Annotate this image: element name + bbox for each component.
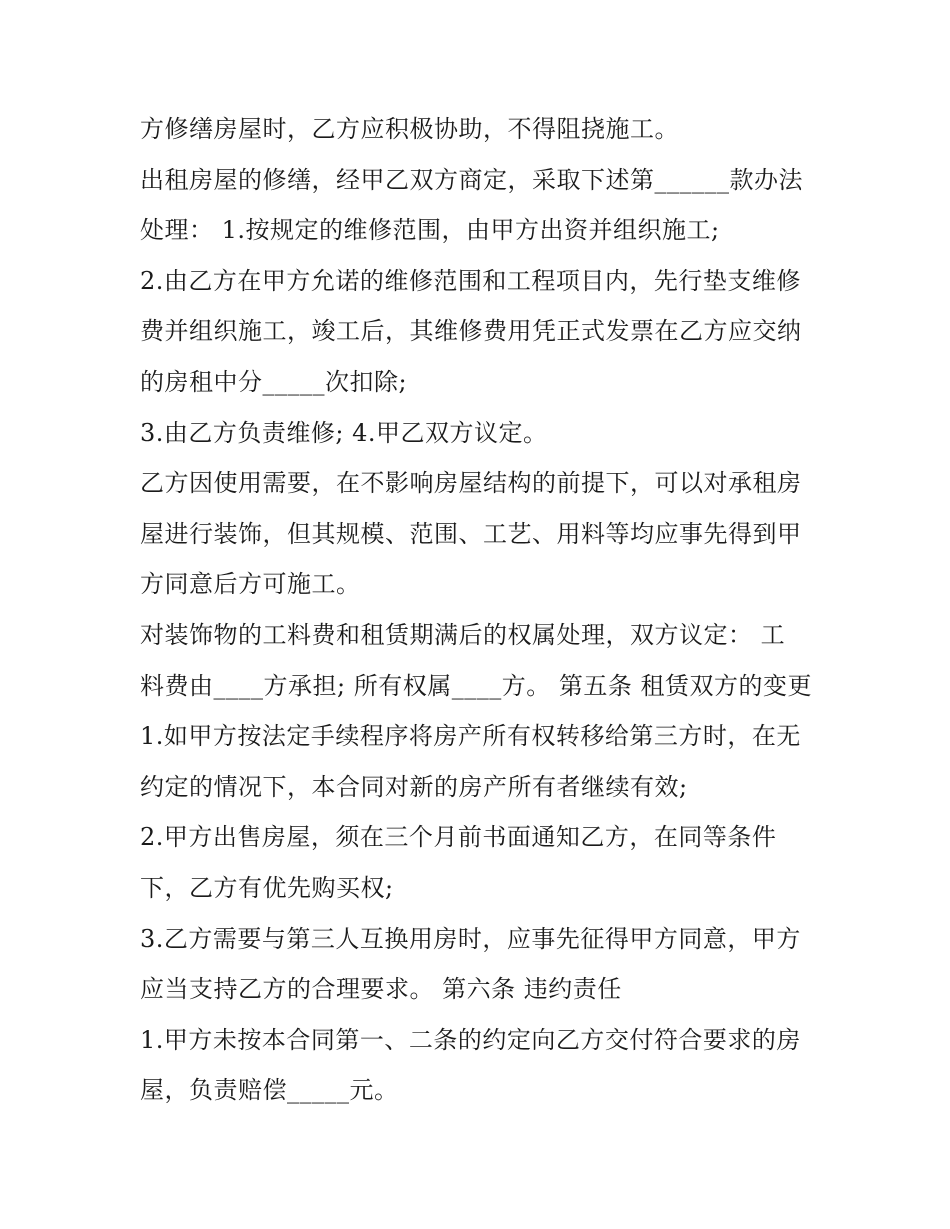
document-body [140,104,820,1116]
text-line: 1.如甲方按法定手续程序将房产所有权转移给第三方时，在无 [140,722,801,751]
text-line: 应当支持乙方的合理要求。 第六条 违约责任 [140,975,622,1004]
text-line: 费并组织施工，竣工后，其维修费用凭正式发票在乙方应交纳 [140,317,802,346]
text-line: 方修缮房屋时，乙方应积极协助，不得阻挠施工。 [140,115,679,143]
text-line: 约定的情况下，本合同对新的房产所有者继续有效; [140,772,688,801]
text-line: 方同意后方可施工。 [140,570,361,599]
text-line: 乙方因使用需要，在不影响房屋结构的前提下，可以对承租房 [140,469,802,498]
text-line: 料费由____方承担; 所有权属____方。 第五条 租赁双方的变更 [140,671,812,700]
text-line: 屋，负责赔偿_____元。 [140,1076,399,1105]
text-line: 屋进行装饰，但其规模、范围、工艺、用料等均应事先得到甲 [140,519,802,548]
text-line: 出租房屋的修缮，经甲乙双方商定，采取下述第______款办法 [140,165,803,194]
text-line: 2.甲方出售房屋，须在三个月前书面通知乙方，在同等条件 [140,823,777,852]
text-line: 对装饰物的工料费和租赁期满后的权属处理，双方议定： 工 [140,620,786,649]
text-line: 2.由乙方在甲方允诺的维修范围和工程项目内，先行垫支维修 [140,266,801,295]
text-line: 1.甲方未按本合同第一、二条的约定向乙方交付符合要求的房 [140,1025,801,1054]
text-line: 3.由乙方负责维修; 4.甲乙双方议定。 [140,418,548,447]
text-line: 3.乙方需要与第三人互换用房时，应事先征得甲方同意，甲方 [140,924,801,953]
text-line: 的房租中分_____次扣除; [140,367,408,396]
text-line: 处理： 1.按规定的维修范围，由甲方出资并组织施工; [140,216,720,245]
text-line: 下，乙方有优先购买权; [140,873,394,902]
